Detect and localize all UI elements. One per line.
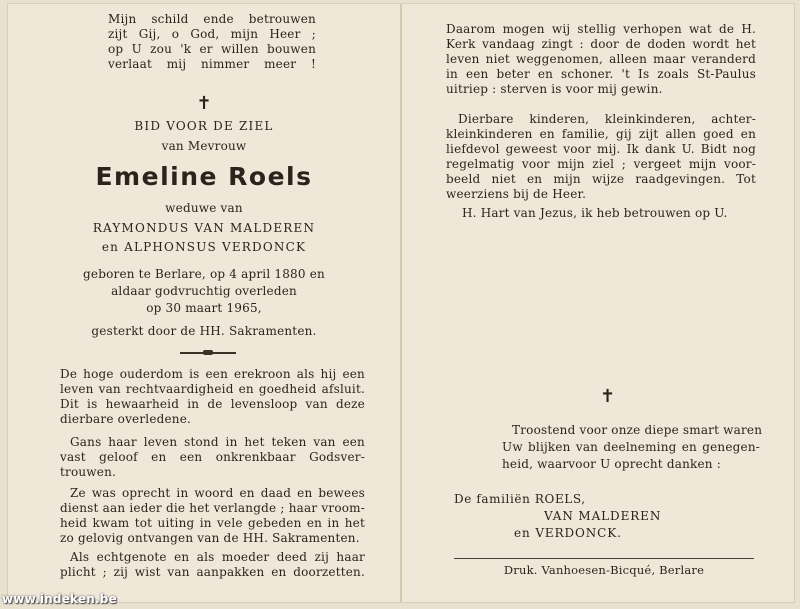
text-line: in een beter en schoner. 't Is zoals St-Paulus — [446, 67, 756, 81]
poem-line: op U zou 'k er willen bouwen — [108, 42, 316, 56]
text-line: Dit is hewaarheid in de levensloop van deze — [60, 397, 365, 411]
text-line: heid, waarvoor U oprecht danken : — [502, 457, 721, 471]
text-line: plicht ; zij wist van aanpakken en doorzetten. — [60, 565, 365, 579]
poem — [108, 12, 316, 72]
tribute-paragraph-3 — [60, 486, 365, 546]
closing-prayer: H. Hart van Jezus, ik heb betrouwen op U. — [462, 206, 728, 220]
text-line: beeld niet en mijn wijze raadgevingen. Tot — [446, 172, 756, 186]
text-line: heid kwam tot uiting in vele gebeden en in het — [60, 516, 365, 530]
printer-rule — [454, 558, 754, 559]
life-line: op 30 maart 1965, — [146, 301, 262, 315]
family-line: De familiën ROELS, — [454, 492, 586, 506]
text-line: Daarom mogen wij stellig verhopen wat de H. — [446, 22, 756, 36]
printer-credit: Druk. Vanhoesen-Bicqué, Berlare — [503, 563, 705, 577]
text-line: Uw blijken van deelneming en genegen- — [502, 440, 760, 454]
tribute-paragraph-4 — [60, 550, 365, 580]
poem-line: Mijn schild ende betrouwen — [108, 12, 316, 26]
life-line: gesterkt door de HH. Sakramenten. — [91, 324, 317, 338]
prayer-heading: BID VOOR DE ZIEL — [134, 119, 274, 133]
text-line: regelmatig voor mijn ziel ; vergeet mijn voor- — [446, 157, 756, 171]
text-line: leven niet weggenomen, alleen maar veranderd — [446, 52, 756, 66]
tribute-paragraph-2 — [60, 435, 365, 480]
family-line: en VERDONCK. — [514, 526, 622, 540]
text-line: uitriep : sterven is voor mij gewin. — [446, 82, 663, 96]
text-line: De hoge ouderdom is een erekroon als hij een — [60, 367, 365, 381]
deceased-name: Emeline Roels — [95, 162, 313, 191]
text-line: weerziens bij de Heer. — [446, 187, 587, 201]
text-line: zo gelovig ontvangen van de HH. Sakramenten. — [60, 531, 360, 545]
memorial-card — [8, 4, 794, 602]
left-page — [8, 4, 400, 602]
text-line: Als echtgenote en als moeder deed zij haar — [70, 550, 365, 564]
text-line: Ze was oprecht in woord en daad en bewees — [70, 486, 365, 500]
poem-line: verlaat mij nimmer meer ! — [108, 57, 316, 71]
husband-second: en ALPHONSUS VERDONCK — [101, 240, 307, 254]
text-line: Gans haar leven stond in het teken van een — [70, 435, 365, 449]
life-line: geboren te Berlare, op 4 april 1880 en — [83, 267, 325, 281]
text-line: dienst aan ieder die het verlangde ; haar vroom- — [60, 501, 365, 515]
cross-icon: ✝ — [196, 93, 212, 114]
right-page — [402, 4, 794, 602]
husband-first: RAYMONDUS VAN MALDEREN — [92, 221, 316, 235]
divider-ornament — [180, 351, 236, 355]
family-line: VAN MALDEREN — [544, 509, 662, 523]
text-line: liefdevol geweest voor mij. Ik dank U. Bidt nog — [446, 142, 756, 156]
text-line: trouwen. — [60, 465, 117, 479]
closing-paragraph-2 — [446, 112, 756, 202]
text-line: kleinkinderen en familie, gij zijt allen goed en — [446, 127, 756, 141]
text-line: Kerk vandaag zingt : door de doden wordt het — [446, 37, 756, 51]
text-line: dierbare overledene. — [60, 412, 192, 426]
text-line: Troostend voor onze diepe smart waren — [512, 423, 763, 437]
families — [454, 491, 714, 542]
widow-of: weduwe van — [165, 201, 243, 215]
tribute-paragraph-1 — [60, 367, 365, 427]
site-watermark: www.indeken.be — [2, 592, 117, 606]
text-line: vast geloof en een onkrenkbaar Godsver- — [60, 450, 365, 464]
title-line: van Mevrouw — [161, 139, 247, 153]
text-line: leven van rechtvaardigheid en goedheid afsluit. — [60, 382, 365, 396]
life-dates — [8, 266, 400, 340]
poem-line: zijt Gij, o God, mijn Heer ; — [108, 27, 316, 41]
closing-paragraph-1 — [446, 22, 756, 97]
life-line: aldaar godvruchtig overleden — [111, 284, 297, 298]
thanks-paragraph — [502, 422, 763, 473]
cross-icon: ✝ — [600, 386, 616, 407]
text-line: Dierbare kinderen, kleinkinderen, achter- — [458, 112, 756, 126]
